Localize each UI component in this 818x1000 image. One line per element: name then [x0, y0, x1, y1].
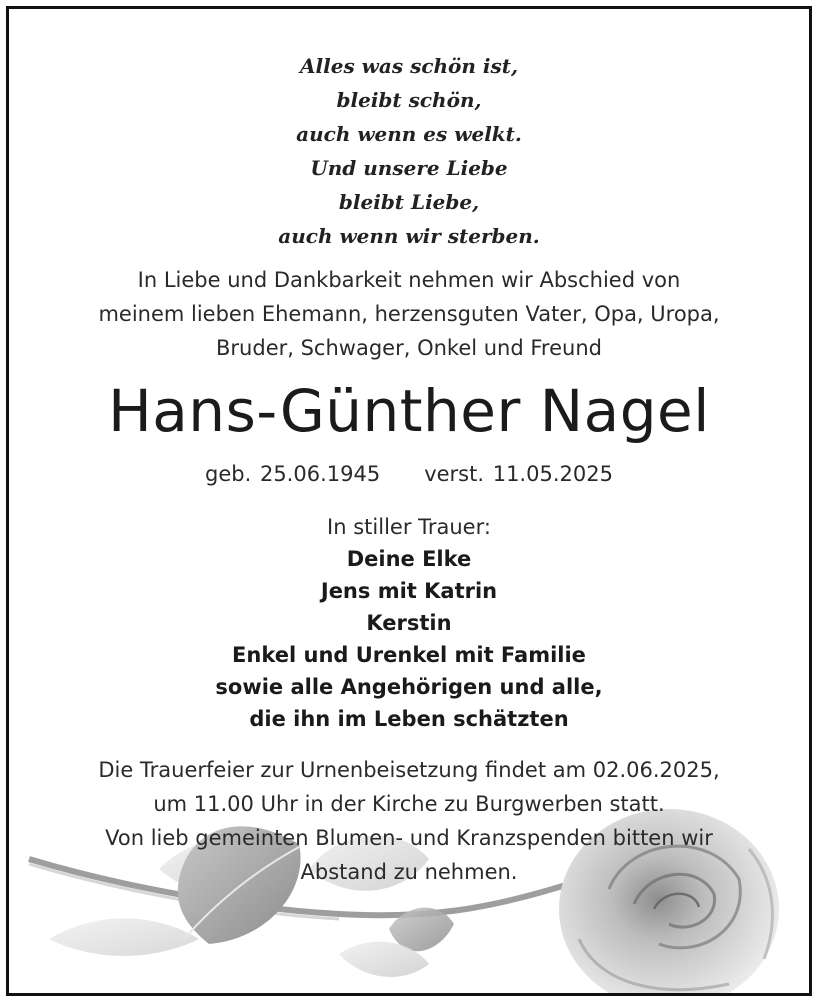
funeral-notice [9, 753, 809, 889]
death-date: verst. 11.05.2025 [424, 462, 613, 486]
birth-date: geb. 25.06.1945 [205, 462, 381, 486]
mourner: Jens mit Katrin [320, 579, 498, 603]
mourner: sowie alle Angehörigen und alle, [215, 675, 603, 699]
mourner: Kerstin [366, 611, 452, 635]
notice-line: um 11.00 Uhr in der Kirche zu Burgwerben statt. [153, 792, 665, 816]
mourner: die ihn im Leben schätzten [249, 707, 569, 731]
mourning-label: In stiller Trauer: [327, 515, 491, 539]
poem [9, 49, 809, 253]
life-dates [9, 457, 809, 491]
obituary-frame [6, 6, 812, 996]
poem-line: Alles was schön ist, [300, 54, 518, 78]
intro-line: In Liebe und Dankbarkeit nehmen wir Abschied von [137, 268, 681, 292]
poem-line: bleibt Liebe, [338, 190, 480, 214]
notice-line: Von lieb gemeinten Blumen- und Kranzspenden bitten wir [105, 826, 713, 850]
intro-line: meinem lieben Ehemann, herzensguten Vater, Opa, Uropa, [98, 302, 720, 326]
poem-line: auch wenn wir sterben. [278, 224, 540, 248]
mourners-list [9, 543, 809, 735]
poem-line: bleibt schön, [336, 88, 482, 112]
deceased-name: Hans-Günther Nagel [108, 377, 710, 445]
notice-line: Abstand zu nehmen. [300, 860, 518, 884]
intro-text [9, 263, 809, 365]
notice-line: Die Trauerfeier zur Urnenbeisetzung findet am 02.06.2025, [98, 758, 720, 782]
intro-line: Bruder, Schwager, Onkel und Freund [216, 336, 602, 360]
mourner: Enkel und Urenkel mit Familie [232, 643, 586, 667]
poem-line: auch wenn es welkt. [296, 122, 522, 146]
poem-line: Und unsere Liebe [310, 156, 508, 180]
mourner: Deine Elke [346, 547, 472, 571]
